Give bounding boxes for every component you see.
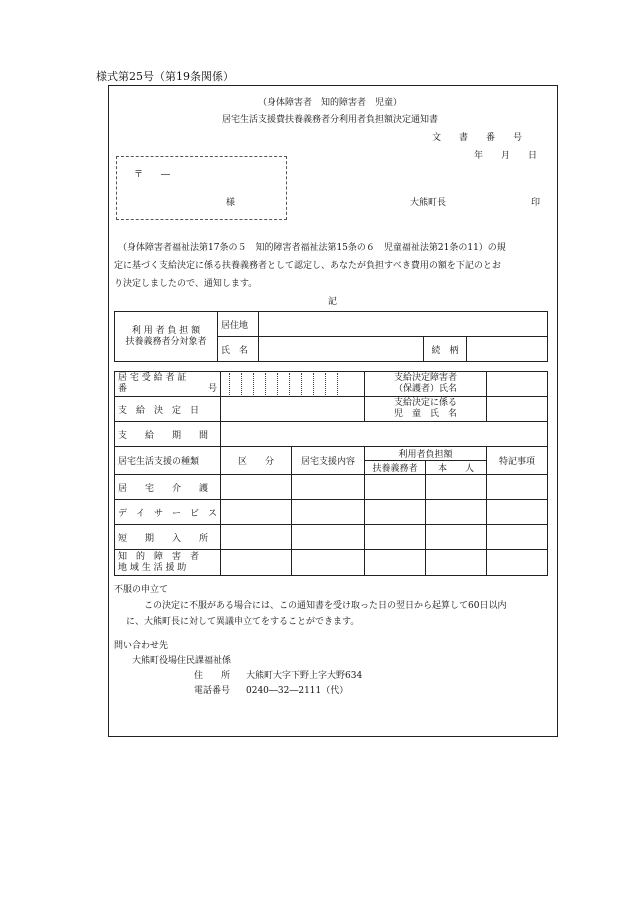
- service-cell[interactable]: [221, 525, 292, 550]
- cert-label-cell: [115, 372, 221, 397]
- contact-office: 大熊町役場住民課福祉係: [132, 656, 232, 666]
- col-class-header: 区 分: [221, 447, 292, 475]
- decided-person-label: [365, 372, 487, 397]
- service-cell[interactable]: [365, 550, 426, 576]
- cert-label-2: 番: [118, 384, 128, 394]
- child-value[interactable]: [487, 397, 548, 422]
- address-label: 居住地: [218, 312, 259, 337]
- appeal-line-1: この決定に不服がある場合には、この通知書を受け取った日の翌日から起算して60日以内: [144, 601, 507, 611]
- service-row-label: 居 宅 介 護: [115, 475, 221, 500]
- cert-number-boxes[interactable]: [221, 372, 365, 397]
- address-value[interactable]: [259, 312, 548, 337]
- service-cell[interactable]: [292, 550, 365, 576]
- decided-person-1: 支給決定障害者: [394, 373, 458, 383]
- service-cell[interactable]: [221, 550, 292, 576]
- contact-address-value: 大熊町大字下野上字大野634: [246, 671, 363, 681]
- relation-value[interactable]: [467, 337, 548, 362]
- seal-mark: 印: [531, 198, 541, 208]
- col-type-header: 居宅生活支援の種類: [115, 447, 221, 475]
- col-notes-header: 特記事項: [487, 447, 548, 475]
- col-burden-sub1: 扶養義務者: [365, 461, 426, 475]
- decision-date-value[interactable]: [221, 397, 365, 422]
- cert-label-1: 居 宅 受 給 者 証: [118, 373, 187, 383]
- date-label: 年 月 日: [474, 151, 538, 161]
- service-cell[interactable]: [292, 475, 365, 500]
- service-row-label-last: [115, 550, 221, 576]
- service-cell[interactable]: [487, 500, 548, 525]
- service-cell[interactable]: [487, 475, 548, 500]
- service-row-label: デ イ サ ー ビ ス: [115, 500, 221, 525]
- service-cell[interactable]: [426, 525, 487, 550]
- child-label-2: 児 童 氏 名: [394, 409, 458, 419]
- contact-phone-label: 電話番号: [194, 686, 231, 696]
- service-cell[interactable]: [487, 525, 548, 550]
- name-label: 氏 名: [218, 337, 259, 362]
- name-value[interactable]: [259, 337, 424, 362]
- service-cell[interactable]: [365, 500, 426, 525]
- service-table: [114, 371, 548, 576]
- service-cell[interactable]: [221, 500, 292, 525]
- contact-phone-value: 0240―32―2111（代）: [246, 686, 349, 696]
- service-cell[interactable]: [426, 550, 487, 576]
- body-line-2: 定に基づく支給決定に係る扶養義務者として認定し、あなたが負担すべき費用の額を下記のとお: [114, 261, 501, 271]
- decision-date-label: 支 給 決 定 日: [115, 397, 221, 422]
- document-title: 居宅生活支援費扶養義務者分利用者負担額決定通知書: [222, 115, 439, 125]
- cert-label-3: 号: [208, 384, 218, 394]
- child-label-1: 支給決定に係る: [394, 398, 458, 408]
- address-box: [116, 156, 287, 220]
- category-line: （身体障害者 知的障害者 児童）: [258, 98, 403, 108]
- recipient-label-1: 利 用 者 負 担 額: [131, 325, 201, 336]
- contact-heading: 問い合わせ先: [114, 641, 169, 651]
- child-label: [365, 397, 487, 422]
- recipient-label-cell: [115, 312, 218, 362]
- honorific: 様: [226, 198, 236, 208]
- col-burden-sub2: 本 人: [426, 461, 487, 475]
- service-cell[interactable]: [292, 500, 365, 525]
- decided-person-2: （保護者）氏名: [394, 384, 458, 394]
- service-cell[interactable]: [365, 475, 426, 500]
- recipient-label-2: 扶養義務者分対象者: [125, 336, 207, 347]
- last-service-1: 知 的 障 害 者: [118, 551, 200, 562]
- body-line-3: り決定しましたので、通知します。: [114, 279, 258, 289]
- col-burden-header: 利用者負担額: [365, 447, 487, 461]
- contact-address-label: 住 所: [194, 671, 231, 681]
- document-number-label: 文 書 番 号: [432, 133, 523, 143]
- recipient-table: [114, 311, 548, 362]
- last-service-2: 地 域 生 活 援 助: [118, 562, 187, 573]
- service-cell[interactable]: [487, 550, 548, 576]
- appeal-line-2: に、大熊町長に対して異議申立てをすることができます。: [126, 617, 360, 627]
- issuer-name: 大熊町長: [410, 198, 447, 208]
- service-cell[interactable]: [365, 525, 426, 550]
- appeal-heading: 不服の申立て: [114, 585, 169, 595]
- col-content-header: 居宅支援内容: [292, 447, 365, 475]
- service-cell[interactable]: [426, 475, 487, 500]
- body-line-1: （身体障害者福祉法第17条の５ 知的障害者福祉法第15条の６ 児童福祉法第21条の11）の規: [118, 243, 506, 253]
- service-cell[interactable]: [221, 475, 292, 500]
- form-number: 様式第25号（第19条関係）: [96, 70, 234, 83]
- period-value[interactable]: [221, 422, 548, 447]
- service-row-label: 短 期 入 所: [115, 525, 221, 550]
- service-cell[interactable]: [426, 500, 487, 525]
- period-label: 支 給 期 間: [115, 422, 221, 447]
- service-cell[interactable]: [292, 525, 365, 550]
- ki-mark: 記: [328, 297, 338, 307]
- decided-person-value[interactable]: [487, 372, 548, 397]
- relation-label: 続 柄: [424, 337, 467, 362]
- postal-mark: 〒 ―: [134, 170, 171, 180]
